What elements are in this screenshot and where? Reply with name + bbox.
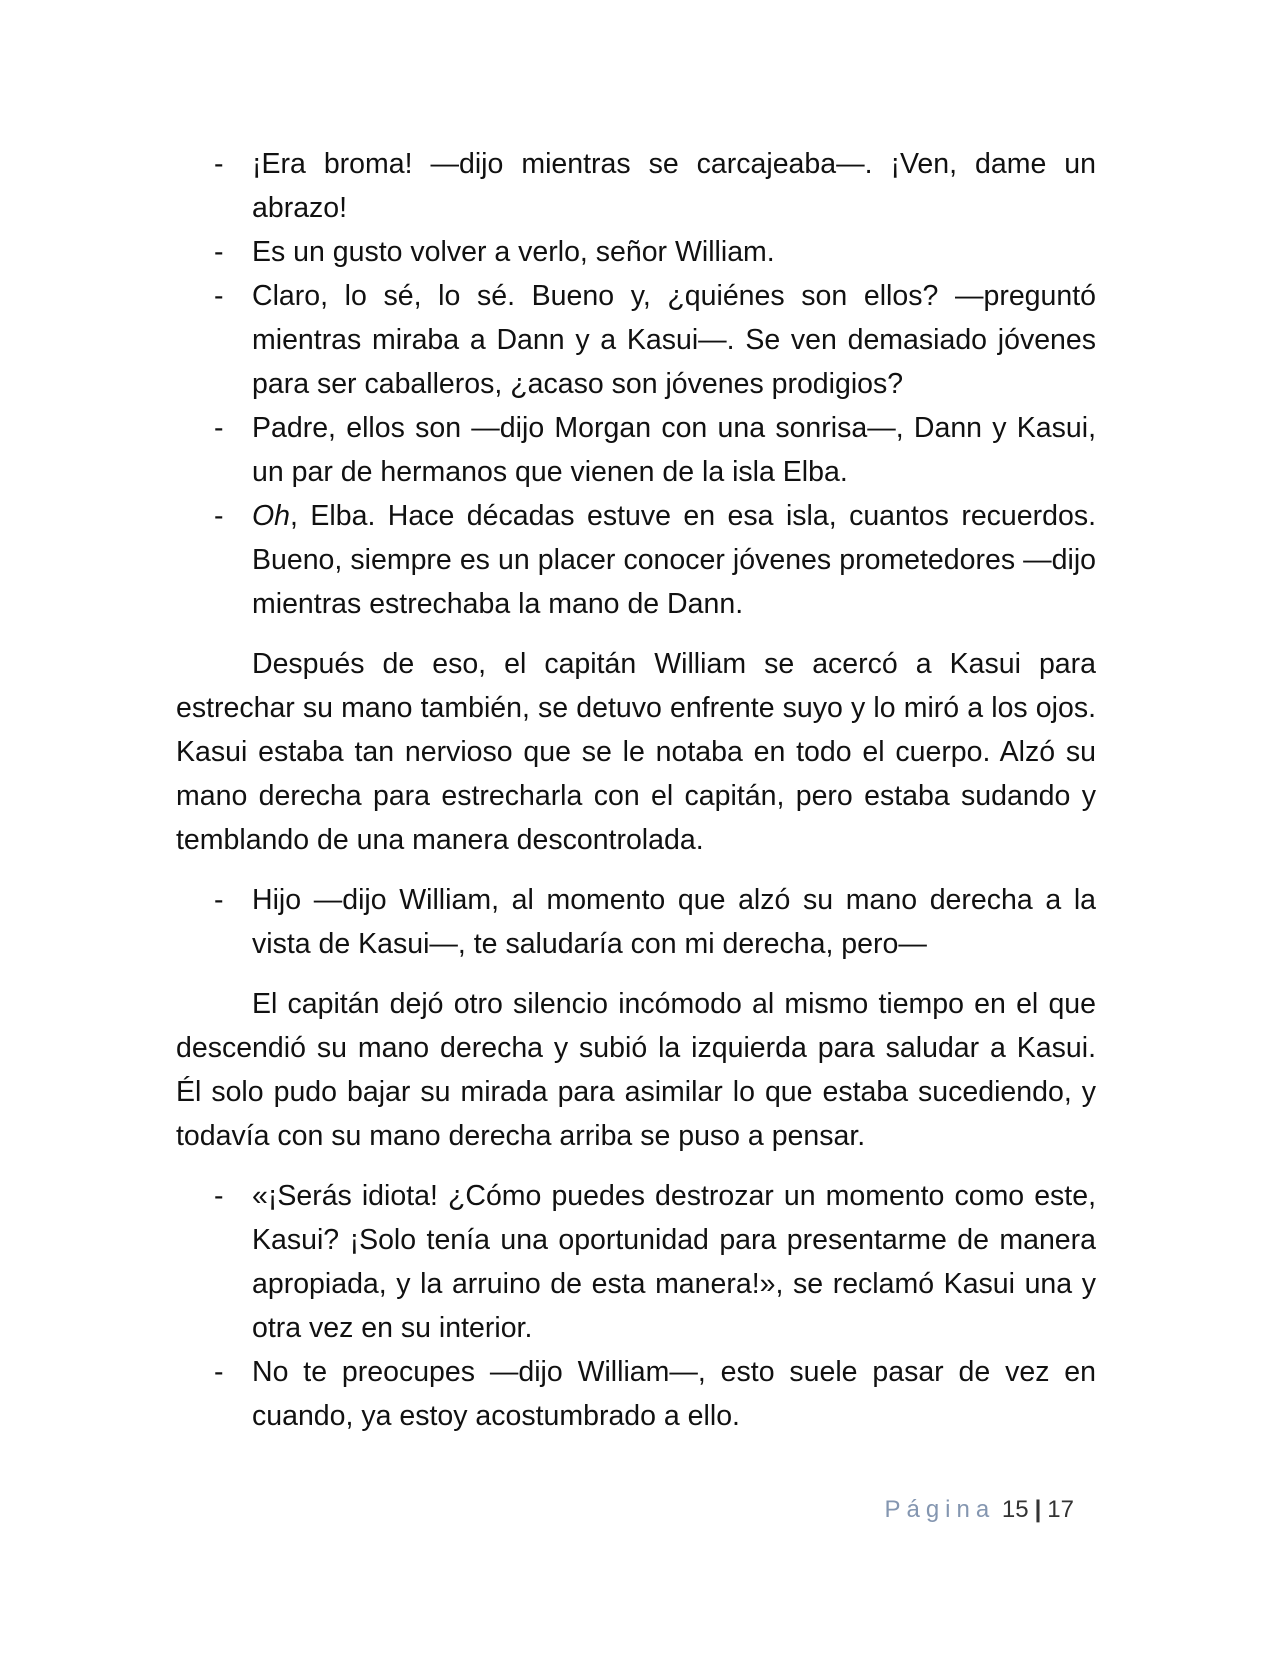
page-label: Página	[884, 1496, 996, 1523]
dialogue-dash: -	[214, 1180, 224, 1212]
dialogue-line	[176, 1174, 1096, 1350]
dialogue-list	[176, 1174, 1096, 1438]
page-footer	[884, 1494, 1074, 1526]
dialogue-list	[176, 878, 1096, 966]
page-separator: |	[1034, 1496, 1042, 1523]
dialogue-text: Hijo —dijo William, al momento que alzó su mano derecha a la vista de Kasui—, te saludaría con mi derecha, pero—	[252, 884, 1096, 960]
dialogue-dash: -	[214, 148, 224, 180]
dialogue-dash: -	[214, 236, 224, 268]
dialogue-dash: -	[214, 280, 224, 312]
dialogue-list	[176, 142, 1096, 626]
dialogue-dash: -	[214, 1356, 224, 1388]
dialogue-line	[176, 1350, 1096, 1438]
narrative-paragraph: Después de eso, el capitán William se acercó a Kasui para estrechar su mano también, se detuvo enfrente suyo y lo miró a los ojos. Kasui estaba tan nervioso que se le notaba en todo el cuerpo. Alzó su mano derecha para estrecharla con el capitán, pero estaba sudando y temblando de una manera descontrolada.	[176, 648, 1096, 856]
dialogue-dash: -	[214, 884, 224, 916]
dialogue-dash: -	[214, 412, 224, 444]
dialogue-text: Es un gusto volver a verlo, señor William.	[252, 236, 775, 268]
narrative-paragraph: El capitán dejó otro silencio incómodo al mismo tiempo en el que descendió su mano derecha y subió la izquierda para saludar a Kasui. Él solo pudo bajar su mirada para asimilar lo que estaba sucediendo, y todavía con su mano derecha arriba se puso a pensar.	[176, 988, 1096, 1152]
page-number: 15	[1001, 1496, 1029, 1523]
dialogue-dash: -	[214, 500, 224, 532]
dialogue-text: Claro, lo sé, lo sé. Bueno y, ¿quiénes son ellos? —preguntó mientras miraba a Dann y a Kasui—. Se ven demasiado jóvenes para ser caballeros, ¿acaso son jóvenes prodigios?	[252, 280, 1096, 400]
dialogue-text: , Elba. Hace décadas estuve en esa isla, cuantos recuerdos. Bueno, siempre es un placer conocer jóvenes prometedores —dijo mientras estrechaba la mano de Dann.	[252, 500, 1096, 620]
dialogue-line	[176, 230, 1096, 274]
dialogue-line	[176, 406, 1096, 494]
page-total: 17	[1047, 1496, 1074, 1523]
dialogue-line	[176, 142, 1096, 230]
dialogue-italic-word: Oh	[252, 500, 291, 532]
dialogue-text: «¡Serás idiota! ¿Cómo puedes destrozar un momento como este, Kasui? ¡Solo tenía una oportunidad para presentarme de manera apropiada, y la arruino de esta manera!», se reclamó Kasui una y otra vez en su interior.	[252, 1180, 1096, 1344]
page-body	[176, 142, 1096, 1438]
dialogue-line	[176, 878, 1096, 966]
dialogue-line	[176, 494, 1096, 626]
dialogue-text: No te preocupes —dijo William—, esto suele pasar de vez en cuando, ya estoy acostumbrado a ello.	[252, 1356, 1096, 1432]
dialogue-text: ¡Era broma! —dijo mientras se carcajeaba—. ¡Ven, dame un abrazo!	[252, 148, 1096, 224]
dialogue-text: Padre, ellos son —dijo Morgan con una sonrisa—, Dann y Kasui, un par de hermanos que vienen de la isla Elba.	[252, 412, 1096, 488]
dialogue-line	[176, 274, 1096, 406]
